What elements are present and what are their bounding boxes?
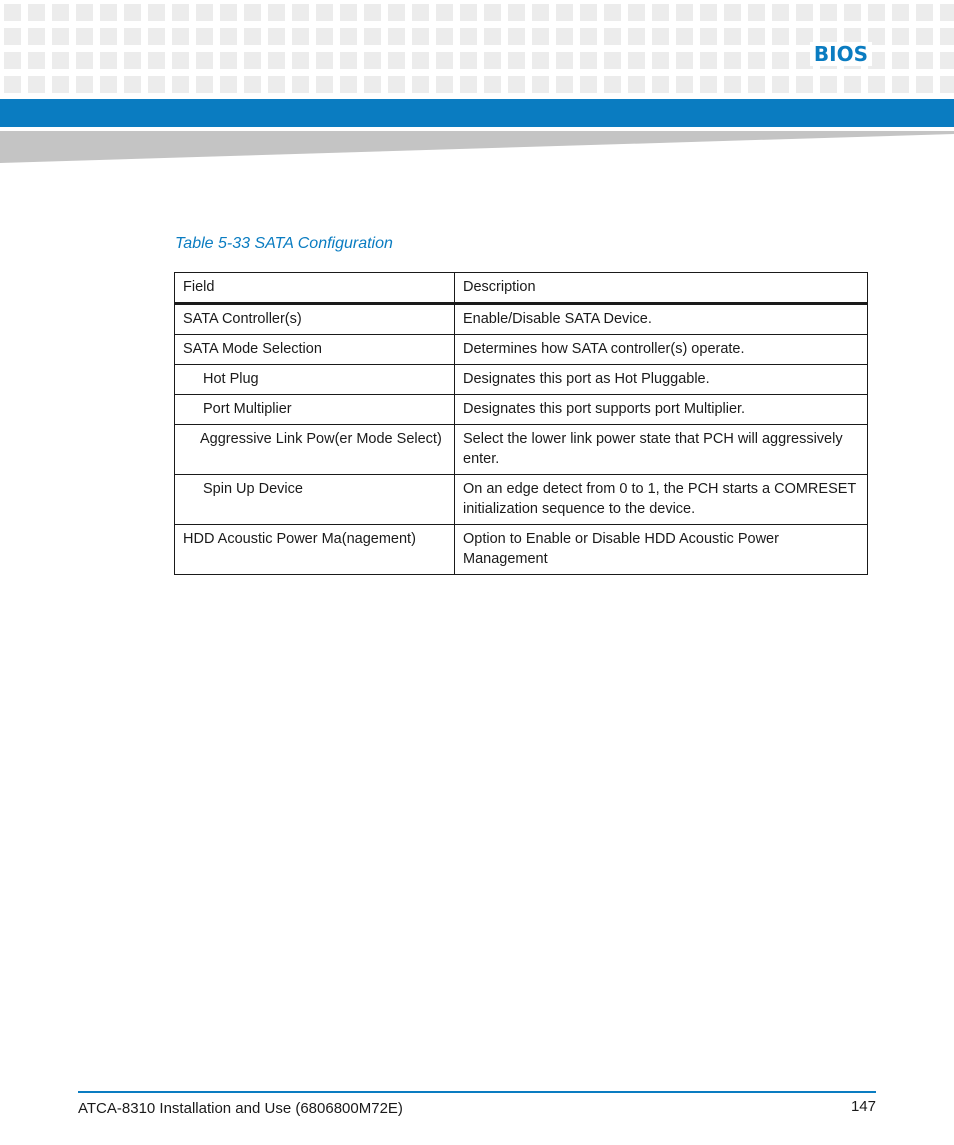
pattern-square — [508, 76, 525, 93]
pattern-square — [4, 4, 21, 21]
pattern-square — [916, 4, 933, 21]
pattern-square — [316, 28, 333, 45]
row-field: SATA Mode Selection — [175, 335, 455, 365]
pattern-square — [700, 4, 717, 21]
pattern-square — [76, 52, 93, 69]
pattern-square — [652, 76, 669, 93]
pattern-square — [172, 52, 189, 69]
pattern-square — [940, 4, 954, 21]
pattern-square — [28, 28, 45, 45]
pattern-square — [628, 28, 645, 45]
sata-configuration-table — [174, 272, 868, 575]
pattern-square — [844, 76, 861, 93]
pattern-square — [100, 4, 117, 21]
pattern-square — [604, 52, 621, 69]
pattern-square — [580, 28, 597, 45]
pattern-square — [364, 4, 381, 21]
pattern-square — [556, 4, 573, 21]
pattern-square — [820, 76, 837, 93]
pattern-square — [436, 4, 453, 21]
table-row — [175, 525, 868, 575]
pattern-square — [676, 76, 693, 93]
pattern-square — [868, 76, 885, 93]
pattern-square — [460, 76, 477, 93]
pattern-square — [628, 52, 645, 69]
pattern-square — [916, 52, 933, 69]
pattern-square — [364, 28, 381, 45]
pattern-square — [772, 76, 789, 93]
pattern-square — [580, 76, 597, 93]
pattern-square — [244, 4, 261, 21]
pattern-square — [604, 4, 621, 21]
pattern-square — [748, 76, 765, 93]
table-caption: Table 5-33 SATA Configuration — [175, 235, 393, 252]
pattern-square — [604, 76, 621, 93]
pattern-square — [268, 28, 285, 45]
pattern-square — [76, 76, 93, 93]
pattern-square — [412, 76, 429, 93]
pattern-square — [124, 28, 141, 45]
header-field: Field — [175, 273, 455, 304]
pattern-square — [364, 76, 381, 93]
pattern-square — [724, 76, 741, 93]
pattern-square — [148, 28, 165, 45]
table-row — [175, 425, 868, 475]
footer-rule — [78, 1091, 876, 1093]
pattern-square — [28, 52, 45, 69]
pattern-square — [460, 4, 477, 21]
pattern-square — [388, 76, 405, 93]
pattern-square — [52, 4, 69, 21]
pattern-square — [580, 4, 597, 21]
page-number: 147 — [850, 1098, 876, 1115]
pattern-square — [196, 52, 213, 69]
pattern-square — [556, 76, 573, 93]
pattern-square — [796, 4, 813, 21]
header-blue-band — [0, 99, 954, 127]
pattern-square — [196, 28, 213, 45]
pattern-square — [220, 76, 237, 93]
pattern-square — [724, 28, 741, 45]
pattern-square — [340, 4, 357, 21]
pattern-square — [916, 76, 933, 93]
row-field: Port Multiplier — [175, 395, 455, 425]
pattern-square — [748, 4, 765, 21]
header-description: Description — [455, 273, 868, 304]
pattern-square — [436, 76, 453, 93]
pattern-square — [604, 28, 621, 45]
row-description: Option to Enable or Disable HDD Acoustic Power Management — [455, 525, 868, 575]
pattern-square — [772, 52, 789, 69]
pattern-square — [868, 4, 885, 21]
pattern-square — [172, 76, 189, 93]
pattern-square — [484, 28, 501, 45]
pattern-square — [484, 4, 501, 21]
pattern-square — [268, 76, 285, 93]
pattern-square — [940, 52, 954, 69]
pattern-square — [100, 52, 117, 69]
pattern-square — [508, 4, 525, 21]
pattern-square — [532, 4, 549, 21]
pattern-square — [100, 28, 117, 45]
pattern-square — [532, 76, 549, 93]
pattern-square — [340, 52, 357, 69]
pattern-square — [724, 52, 741, 69]
footer-document-title: ATCA-8310 Installation and Use (6806800M72E) — [78, 1100, 403, 1117]
pattern-square — [220, 4, 237, 21]
pattern-square — [844, 4, 861, 21]
header-gray-wedge — [0, 131, 954, 163]
pattern-square — [172, 28, 189, 45]
pattern-square — [412, 28, 429, 45]
pattern-square — [28, 4, 45, 21]
pattern-square — [4, 28, 21, 45]
table-row — [175, 395, 868, 425]
pattern-square — [916, 28, 933, 45]
pattern-square — [28, 76, 45, 93]
row-description: Enable/Disable SATA Device. — [455, 304, 868, 335]
pattern-square — [148, 76, 165, 93]
pattern-square — [124, 76, 141, 93]
pattern-square — [244, 52, 261, 69]
pattern-square — [892, 28, 909, 45]
pattern-square — [460, 28, 477, 45]
pattern-square — [652, 52, 669, 69]
pattern-square — [292, 76, 309, 93]
row-description: On an edge detect from 0 to 1, the PCH starts a COMRESET initialization sequence to the device. — [455, 475, 868, 525]
pattern-square — [292, 52, 309, 69]
section-title: BIOS — [810, 42, 872, 66]
table-row — [175, 304, 868, 335]
pattern-square — [340, 76, 357, 93]
pattern-square — [52, 28, 69, 45]
pattern-square — [940, 76, 954, 93]
pattern-square — [388, 4, 405, 21]
pattern-square — [292, 28, 309, 45]
pattern-square — [532, 52, 549, 69]
pattern-square — [52, 76, 69, 93]
pattern-square — [772, 28, 789, 45]
pattern-square — [124, 4, 141, 21]
pattern-square — [700, 52, 717, 69]
table-header-row — [175, 273, 868, 304]
pattern-square — [220, 28, 237, 45]
pattern-square — [148, 4, 165, 21]
pattern-square — [52, 52, 69, 69]
pattern-square — [652, 4, 669, 21]
row-description: Select the lower link power state that PCH will aggressively enter. — [455, 425, 868, 475]
pattern-square — [268, 4, 285, 21]
pattern-square — [364, 52, 381, 69]
pattern-square — [628, 76, 645, 93]
pattern-square — [676, 28, 693, 45]
pattern-square — [748, 52, 765, 69]
pattern-square — [76, 28, 93, 45]
pattern-square — [532, 28, 549, 45]
table-row — [175, 475, 868, 525]
pattern-square — [580, 52, 597, 69]
row-description: Designates this port as Hot Pluggable. — [455, 365, 868, 395]
pattern-square — [484, 76, 501, 93]
pattern-square — [292, 4, 309, 21]
pattern-square — [676, 4, 693, 21]
pattern-square — [892, 4, 909, 21]
pattern-square — [820, 4, 837, 21]
pattern-square — [124, 52, 141, 69]
pattern-square — [196, 4, 213, 21]
pattern-square — [196, 76, 213, 93]
pattern-square — [316, 76, 333, 93]
pattern-square — [628, 4, 645, 21]
row-description: Determines how SATA controller(s) operate. — [455, 335, 868, 365]
pattern-square — [748, 28, 765, 45]
pattern-square — [892, 76, 909, 93]
pattern-square — [412, 4, 429, 21]
row-field: HDD Acoustic Power Ma(nagement) — [175, 525, 455, 575]
pattern-square — [340, 28, 357, 45]
row-field: Spin Up Device — [175, 475, 455, 525]
pattern-square — [940, 28, 954, 45]
pattern-square — [76, 4, 93, 21]
pattern-square — [508, 28, 525, 45]
pattern-square — [388, 52, 405, 69]
pattern-square — [172, 4, 189, 21]
pattern-square — [652, 28, 669, 45]
pattern-square — [436, 52, 453, 69]
pattern-square — [508, 52, 525, 69]
pattern-square — [676, 52, 693, 69]
pattern-square — [4, 52, 21, 69]
pattern-square — [700, 28, 717, 45]
pattern-square — [148, 52, 165, 69]
pattern-square — [724, 4, 741, 21]
pattern-square — [556, 52, 573, 69]
pattern-square — [4, 76, 21, 93]
row-field: Hot Plug — [175, 365, 455, 395]
pattern-square — [100, 76, 117, 93]
pattern-square — [436, 28, 453, 45]
pattern-square — [244, 76, 261, 93]
pattern-square — [388, 28, 405, 45]
pattern-square — [460, 52, 477, 69]
pattern-square — [892, 52, 909, 69]
pattern-square — [412, 52, 429, 69]
row-field: SATA Controller(s) — [175, 304, 455, 335]
pattern-square — [316, 52, 333, 69]
pattern-square — [220, 52, 237, 69]
table-row — [175, 365, 868, 395]
pattern-square — [268, 52, 285, 69]
pattern-square — [556, 28, 573, 45]
pattern-square — [316, 4, 333, 21]
table-row — [175, 335, 868, 365]
pattern-square — [244, 28, 261, 45]
row-field: Aggressive Link Pow(er Mode Select) — [175, 425, 455, 475]
row-description: Designates this port supports port Multiplier. — [455, 395, 868, 425]
pattern-square — [796, 76, 813, 93]
pattern-square — [700, 76, 717, 93]
pattern-square — [484, 52, 501, 69]
pattern-square — [772, 4, 789, 21]
